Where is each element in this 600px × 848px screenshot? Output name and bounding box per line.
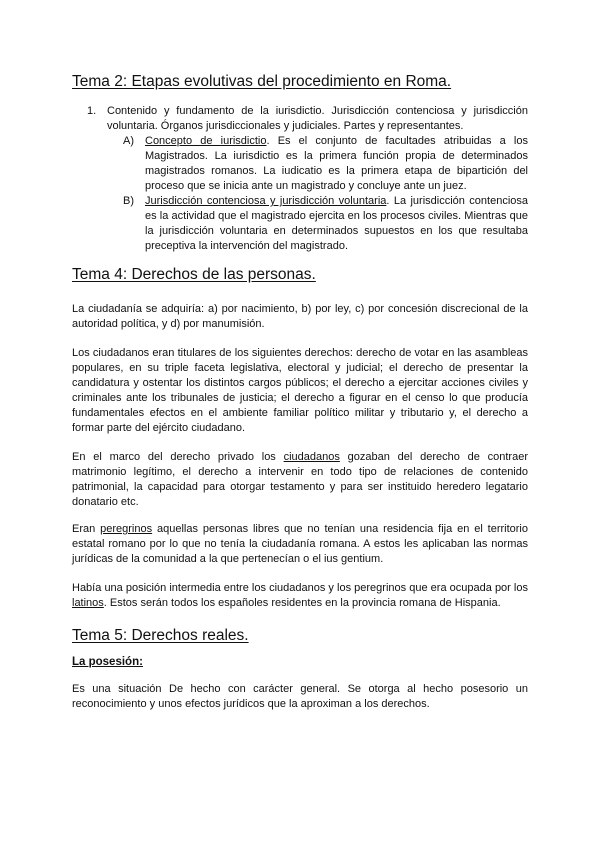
list-number: 1. <box>87 105 97 117</box>
term-ciudadanos: ciudadanos <box>283 451 340 463</box>
tema2-list <box>87 104 528 254</box>
sublist-label-a: A) <box>123 135 134 147</box>
tema4-paragraph-3 <box>72 450 528 510</box>
sublist-text-a: . Es el conjunto de facultades atribuidas a los Magistrados. La iurisdictio es la primera función propia de determinados magistrados romanos. La iudicatio es la primera etapa de bipartición del proceso que se inicia ante un magistrado y concluye ante un juez. <box>145 135 528 192</box>
paragraph-text: gozaban del derecho de contraer matrimonio legítimo, el derecho a intervenir en todo tipo de relaciones de contenido patrimonial, la capacidad para otorgar testamento y para ser instituido heredero legatario donatario etc. <box>72 451 528 508</box>
sublist-item-b <box>123 194 528 254</box>
paragraph-text: En el marco del derecho privado los <box>72 451 284 463</box>
sublist-item-a <box>123 134 528 194</box>
paragraph-text: Eran <box>72 523 101 535</box>
term-peregrinos: peregrinos <box>100 523 153 535</box>
paragraph-text: Había una posición intermedia entre los ciudadanos y los peregrinos que era ocupada por los <box>72 582 528 594</box>
list-item-text: Contenido y fundamento de la iurisdictio. Jurisdicción contenciosa y jurisdicción voluntaria. Órganos jurisdiccionales y judiciales. Partes y representantes. <box>107 105 528 132</box>
tema4-paragraph-5 <box>72 581 528 611</box>
sublist-label-b: B) <box>123 195 134 207</box>
term-concepto-iurisdictio: Concepto de iurisdictio <box>145 135 267 147</box>
tema4-title: Tema 4: Derechos de las personas. <box>72 266 316 283</box>
paragraph-text: aquellas personas libres que no tenían una residencia fija en el territorio estatal romano por lo que no tenía la ciudadanía romana. A estos les aplicaban las normas jurídicas de la comunidad a la que pertenecían o el ius gentium. <box>72 523 528 565</box>
term-latinos: latinos <box>72 597 104 609</box>
tema4-paragraph-1: La ciudadanía se adquiría: a) por nacimiento, b) por ley, c) por concesión discrecional de la autoridad política, y d) por manumisión. <box>72 303 528 330</box>
sublist-text-b: . La jurisdicción contenciosa es la actividad que el magistrado ejercita en los procesos civiles. Mientras que la jurisdicción voluntaria en determinados supuestos en los que resultaba preceptiva la intervención del magistrado. <box>145 195 528 252</box>
tema5-title: Tema 5: Derechos reales. <box>72 627 249 644</box>
posesion-subtitle: La posesión: <box>72 656 143 668</box>
tema2-title: Tema 2: Etapas evolutivas del procedimiento en Roma. <box>72 73 452 90</box>
paragraph-text: . Estos serán todos los españoles residentes en la provincia romana de Hispania. <box>103 597 501 609</box>
tema4-paragraph-2: Los ciudadanos eran titulares de los siguientes derechos: derecho de votar en las asambleas populares, en su triple faceta legislativa, electoral y judicial; el derecho de presentar la candidatura y ostentar los distintos cargos públicos; el derecho a ejercitar acciones civiles y criminales ante los tribunales de justicia; el derecho a figurar en el censo lo que producía fundamentales efectos en el ambiente familiar político militar y tributario y, el derecho a formar parte del ejército ciudadano. <box>72 347 528 434</box>
tema4-paragraph-4 <box>72 522 528 567</box>
term-jurisdiccion: Jurisdicción contenciosa y jurisdicción voluntaria <box>145 195 387 207</box>
tema5-paragraph-1: Es una situación De hecho con carácter general. Se otorga al hecho posesorio un reconocimiento y unos efectos jurídicos que la aproximan a los derechos. <box>72 683 528 710</box>
